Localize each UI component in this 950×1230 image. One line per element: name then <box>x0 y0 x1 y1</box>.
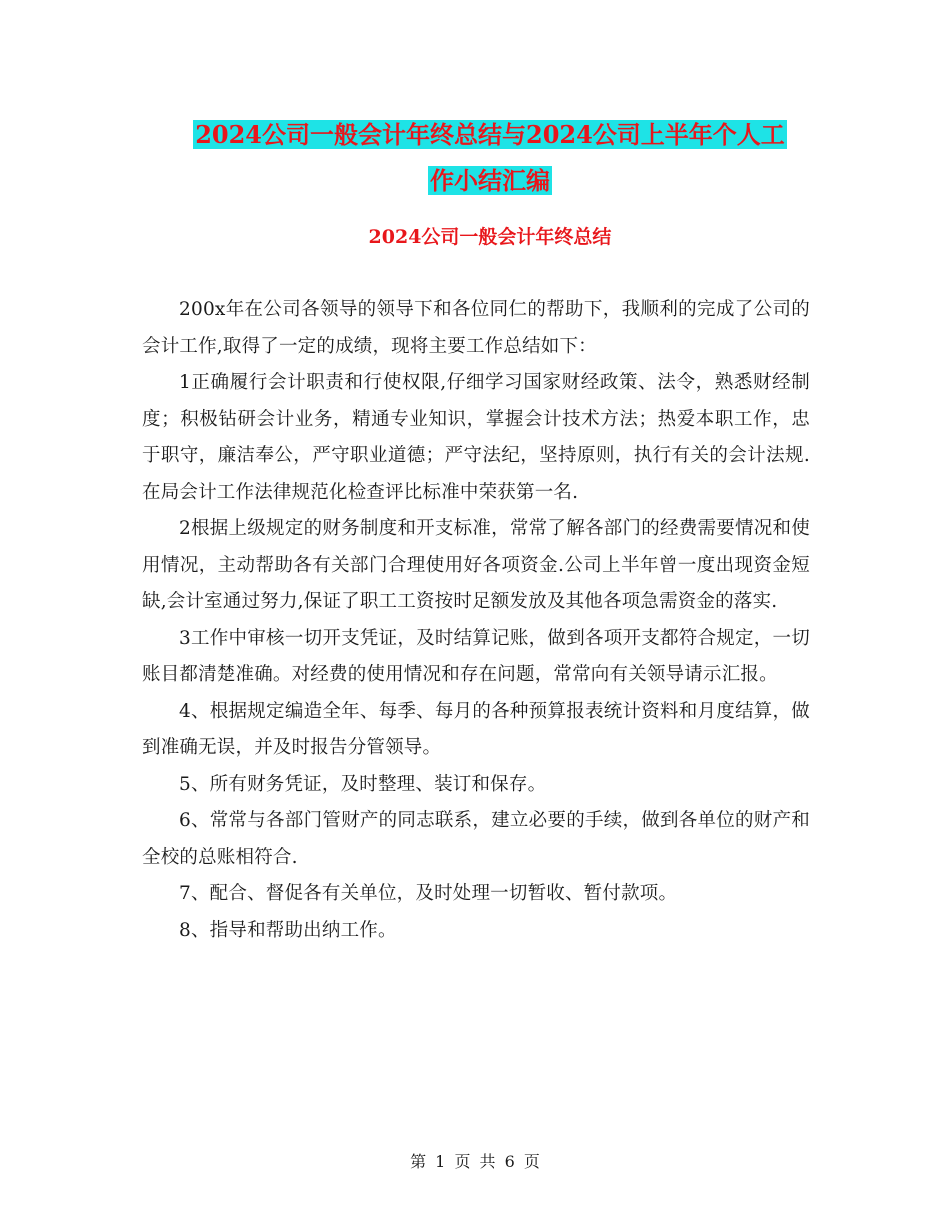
paragraph-item-4: 4、根据规定编造全年、每季、每月的各种预算报表统计资料和月度结算，做到准确无误，并及时报告分管领导。 <box>142 700 810 758</box>
paragraph-item-7: 7、配合、督促各有关单位，及时处理一切暂收、暂付款项。 <box>179 883 678 904</box>
paragraph-item-8: 8、指导和帮助出纳工作。 <box>179 919 397 941</box>
paragraph-intro: 200x年在公司各领导的领导下和各位同仁的帮助下，我顺利的完成了公司的会计工作,取得了一定的成绩，现将主要工作总结如下： <box>142 299 810 357</box>
paragraph-item-2: 2根据上级规定的财务制度和开支标准，常常了解各部门的经费需要情况和使用情况，主动帮助各有关部门合理使用好各项资金.公司上半年曾一度出现资金短缺,会计室通过努力,保证了职工工资按时足额发放及其他各项急需资金的落实. <box>142 518 810 612</box>
paragraph-item-6: 6、常常与各部门管财产的同志联系，建立必要的手续，做到各单位的财产和全校的总账相符合. <box>142 810 810 868</box>
page-number-footer: 第 1 页 共 6 页 <box>410 1152 540 1171</box>
document-title <box>140 112 840 204</box>
paragraph-item-5: 5、所有财务凭证，及时整理、装订和保存。 <box>179 773 547 795</box>
paragraph-item-1: 1正确履行会计职责和行使权限,仔细学习国家财经政策、法令，熟悉财经制度；积极钻研会计业务，精通专业知识，掌握会计技术方法；热爱本职工作，忠于职守，廉洁奉公，严守职业道德；严守法纪，坚持原则，执行有关的会计法规.在局会计工作法律规范化检查评比标准中荣获第一名. <box>142 372 810 503</box>
document-body <box>142 292 810 949</box>
document-title-line-2: 作小结汇编 <box>430 166 550 195</box>
paragraph-item-3: 3工作中审核一切开支凭证，及时结算记账，做到各项开支都符合规定，一切账目都清楚准确。对经费的使用情况和存在问题，常常向有关领导请示汇报。 <box>142 627 810 685</box>
document-title-line-1: 2024公司一般会计年终总结与2024公司上半年个人工 <box>195 120 785 149</box>
section-title: 2024公司一般会计年终总结 <box>368 226 612 248</box>
